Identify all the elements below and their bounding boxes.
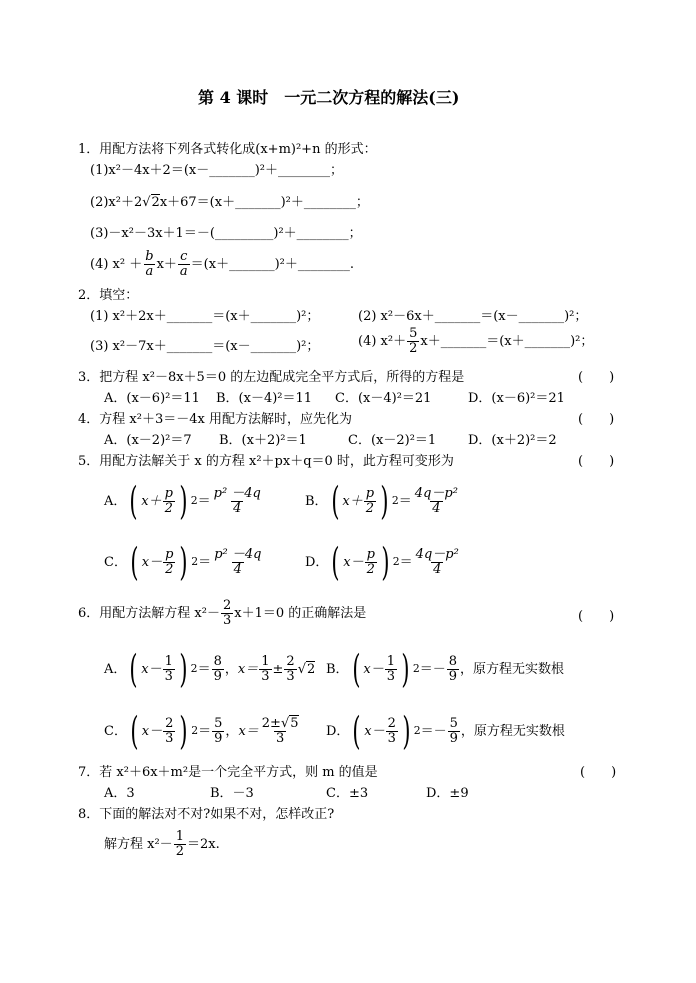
q7-answer-paren: ( ) (580, 765, 617, 780)
q6-stem-a: 6．用配方法解方程 x²－ (78, 605, 220, 621)
q5-d-eq: ＝ (399, 554, 413, 570)
q1-sqrt-rad: 2 (151, 195, 160, 210)
q6-a-label: A． (104, 661, 127, 677)
q1-item-4-a: (4) x² ＋ (90, 256, 143, 272)
q1-stem: 1．用配方法将下列各式转化成(x+m)²+n 的形式： (78, 142, 377, 157)
q6-stem-frac (221, 599, 233, 627)
q5-d-rhs-den: 4 (433, 561, 442, 577)
q3-option-b: B．(x－4)²＝11 (216, 391, 313, 406)
q5-a-label: A． (104, 493, 127, 509)
q5-a-frac (163, 487, 175, 515)
q5-c-rhs-num: p² －4q (214, 546, 262, 562)
q5-b-frac-den: 2 (365, 500, 375, 516)
q6-d-sq: 2 (413, 723, 421, 737)
q1-item-1: (1)x²－4x＋2＝(x－_______)²＋________； (90, 163, 344, 178)
q6-a-comma: ， (224, 661, 238, 677)
q6-a-rhs (212, 655, 224, 683)
q6-d-eq: ＝－ (420, 723, 447, 739)
q2-item-1: (1) x²＋2x＋_______＝(x＋_______)²； (90, 309, 320, 324)
q7-option-c: C．±3 (326, 786, 369, 801)
q6-c-xeq: x＝ (238, 723, 259, 739)
q6-b-sol: ，原方程无实数根 (460, 661, 565, 677)
q2-item-4 (358, 327, 593, 355)
q6-c-sqrt-rad: 5 (290, 715, 299, 731)
q8-frac-den: 2 (175, 843, 184, 859)
q5-b-rhs-num: 4q－p² (414, 485, 458, 501)
q6-a-sqrt-rad: 2 (306, 661, 316, 677)
q6-c-eq: ＝ (198, 723, 212, 739)
q2-item-4-a: (4) x²＋ (358, 333, 407, 349)
q6-c-sol-num-text: 2± (261, 715, 281, 731)
q4-option-c: C．(x－2)²＝1 (348, 433, 437, 448)
q5-b-eq: ＝ (398, 493, 412, 509)
q5-option-c (104, 540, 264, 584)
q6-d-frac (386, 717, 398, 745)
q6-c-frac-num: 2 (165, 715, 174, 731)
q5-a-frac-num: p (164, 485, 173, 501)
q5-answer-paren: ( ) (578, 454, 615, 469)
q5-b-rparen: ) (380, 479, 389, 523)
q6-c-rhs (212, 717, 224, 745)
q4-option-d: D．(x＋2)²＝2 (468, 433, 557, 448)
q6-a-eq: ＝ (197, 661, 211, 677)
q6-d-lparen: ( (352, 709, 361, 753)
q6-c-rhs-num: 5 (214, 715, 223, 731)
q6-c-x: x－ (141, 723, 163, 739)
q6-answer-paren: ( ) (578, 609, 615, 624)
q5-a-eq: ＝ (197, 493, 211, 509)
q5-c-frac-den: 2 (165, 561, 174, 577)
q5-c-sq: 2 (191, 554, 199, 568)
page-title: 第 4 课时 一元二次方程的解法(三) (198, 88, 460, 107)
q4-option-a: A．(x－2)²＝7 (104, 433, 192, 448)
q6-a-sol1-den: 3 (261, 668, 270, 684)
q5-c-frac-num: p (165, 546, 174, 562)
q5-c-eq: ＝ (198, 554, 212, 570)
q6-a-frac-num: 1 (164, 653, 173, 669)
q1-frac2-num: c (180, 249, 188, 264)
q6-a-sol2-den: 3 (286, 668, 295, 684)
q6-d-sol: ，原方程无实数根 (460, 723, 565, 739)
q6-b-label: B． (326, 661, 349, 677)
q5-a-rparen: ) (179, 479, 188, 523)
q2-item-4-b: x＋_______＝(x＋_______)²； (420, 333, 594, 349)
q5-option-a (104, 479, 264, 523)
q1-sqrt: √2 (142, 195, 160, 210)
q8-eq-a: 解方程 x²－ (104, 836, 173, 852)
q6-option-c (104, 709, 302, 753)
q1-item-3: (3)－x²－3x＋1＝－(_________)²＋________； (90, 226, 362, 241)
q8-frac (174, 830, 186, 858)
q6-a-xeq: x＝ (237, 661, 259, 677)
q8-stem: 8．下面的解法对不对?如果不对，怎样改正? (78, 807, 335, 822)
q8-eq-b: ＝2x. (186, 836, 220, 852)
q6-c-rparen: ) (179, 709, 188, 753)
q5-c-rhs-den: 4 (233, 561, 242, 577)
q6-a-x: x－ (141, 661, 162, 677)
q6-c-sol-den: 3 (276, 730, 285, 746)
q6-a-frac-den: 3 (164, 668, 173, 684)
q6-b-eq: ＝－ (419, 661, 446, 677)
q5-b-rhs (413, 487, 460, 515)
q8-equation (104, 830, 220, 858)
q5-a-lparen: ( (129, 479, 138, 523)
q5-d-rhs (414, 548, 461, 576)
q7-option-d: D．±9 (426, 786, 469, 801)
q5-a-sq: 2 (190, 493, 198, 507)
q2-stem: 2．填空： (78, 288, 139, 303)
q5-a-x: x＋ (141, 493, 162, 509)
q6-a-sol-frac2 (284, 655, 296, 683)
q5-b-lparen: ( (330, 479, 340, 523)
q1-frac1-num: b (145, 249, 154, 264)
q5-c-rparen: ) (179, 540, 188, 584)
q5-d-lparen: ( (331, 540, 340, 584)
q6-c-lparen: ( (130, 709, 139, 753)
q6-c-sol-frac (260, 717, 301, 745)
q7-option-b: B．－3 (210, 786, 254, 801)
q6-a-sol1-num: 1 (261, 653, 270, 669)
q3-stem: 3．把方程 x²－8x＋5＝0 的左边配成完全平方式后，所得的方程是 (78, 370, 465, 385)
q6-d-frac-num: 2 (387, 715, 396, 731)
q6-b-frac (385, 655, 397, 683)
q6-b-rhs-den: 9 (448, 668, 458, 684)
q5-c-label: C． (104, 554, 127, 570)
q2-frac-5-2 (407, 327, 419, 355)
q4-answer-paren: ( ) (578, 412, 615, 427)
q6-option-b (326, 647, 565, 691)
q6-a-lparen: ( (129, 647, 138, 691)
q5-d-frac-den: 2 (366, 561, 375, 577)
q5-b-frac-num: p (365, 485, 375, 501)
q3-answer-paren: ( ) (578, 370, 615, 385)
q5-c-rhs (212, 548, 263, 576)
q6-b-frac-num: 1 (386, 653, 396, 669)
q5-c-x: x－ (141, 554, 163, 570)
q6-a-sol-frac1 (259, 655, 271, 683)
q1-item-2 (90, 196, 369, 209)
q6-d-x: x－ (364, 723, 385, 739)
q2-item-2: (2) x²－6x＋_______＝(x－_______)²； (358, 309, 588, 324)
q6-stem-frac-num: 2 (222, 598, 232, 613)
q8-frac-num: 1 (175, 829, 184, 844)
q6-c-label: C． (104, 723, 127, 739)
q5-b-label: B． (305, 493, 328, 509)
q6-b-rhs-num: 8 (448, 653, 458, 669)
q6-b-rparen: ) (401, 647, 410, 691)
q6-stem (78, 599, 366, 627)
q6-d-frac-den: 3 (387, 730, 396, 746)
q6-a-sqrt: √2 (297, 661, 316, 677)
q6-b-x: x－ (363, 661, 384, 677)
q5-b-sq: 2 (391, 493, 399, 507)
q6-c-rhs-den: 9 (214, 730, 223, 746)
q5-option-b (305, 479, 461, 523)
q5-a-frac-den: 2 (164, 500, 173, 516)
q5-d-label: D． (305, 554, 329, 570)
q6-c-frac (163, 717, 175, 745)
q1-item-4 (90, 250, 354, 278)
q6-d-rhs-num: 5 (449, 715, 458, 731)
q6-c-comma: ， (225, 723, 239, 739)
q5-b-frac (364, 487, 376, 515)
q1-frac-c-a (178, 250, 190, 278)
q3-option-c: C．(x－4)²＝21 (335, 391, 432, 406)
q5-a-rhs-den: 4 (233, 500, 242, 516)
q3-option-d: D．(x－6)²＝21 (468, 391, 565, 406)
q2-frac-num: 5 (409, 326, 418, 341)
q5-d-frac (365, 548, 377, 576)
q6-a-frac (163, 655, 175, 683)
q1-item-4-b: ＝(x＋_______)²＋________. (190, 256, 354, 272)
q5-c-lparen: ( (130, 540, 139, 584)
q6-c-sol-num (260, 717, 301, 731)
q1-frac1-den: a (145, 263, 154, 279)
q6-b-frac-den: 3 (386, 668, 396, 684)
q6-stem-b: x＋1＝0 的正确解法是 (234, 605, 367, 621)
q5-b-x: x＋ (342, 493, 363, 509)
q5-a-rhs (212, 487, 263, 515)
q6-d-rhs-den: 9 (449, 730, 458, 746)
q2-item-3: (3) x²－7x＋_______＝(x－_______)²； (90, 339, 320, 354)
q6-d-rhs (448, 717, 460, 745)
q4-stem: 4．方程 x²＋3＝－4x 用配方法解时，应先化为 (78, 412, 352, 427)
q1-item-2-b: x＋67＝(x＋_______)²＋________； (159, 195, 369, 210)
q6-a-rhs-num: 8 (213, 653, 222, 669)
q5-stem: 5．用配方法解关于 x 的方程 x²＋px＋q＝0 时，此方程可变形为 (78, 454, 454, 469)
q5-c-frac (163, 548, 175, 576)
q5-d-rhs-num: 4q－p² (415, 546, 459, 562)
q6-d-rparen: ) (402, 709, 411, 753)
q1-item-2-a: (2)x²＋2 (90, 195, 143, 210)
q6-b-rhs (447, 655, 459, 683)
q7-option-a: A．3 (104, 786, 135, 801)
q6-c-frac-den: 3 (165, 730, 174, 746)
q6-stem-frac-den: 3 (222, 612, 232, 628)
q6-option-a (104, 647, 316, 691)
q6-option-d (326, 709, 565, 753)
q6-d-label: D． (326, 723, 350, 739)
q6-a-sol2-num: 2 (286, 653, 295, 669)
q6-b-sq: 2 (412, 661, 420, 675)
q5-d-rparen: ) (381, 540, 390, 584)
q6-c-sqrt: √5 (280, 715, 299, 731)
q5-d-frac-num: p (366, 546, 375, 562)
q2-frac-den: 2 (409, 340, 418, 356)
q1-frac-b-a (143, 250, 155, 278)
q7-stem: 7．若 x²＋6x＋m²是一个完全平方式，则 m 的值是 (78, 765, 378, 780)
q6-a-pm: ± (272, 661, 284, 677)
q6-c-sq: 2 (191, 723, 199, 737)
q6-a-rhs-den: 9 (213, 668, 222, 684)
q1-item-4-mid: x＋ (156, 256, 177, 272)
q5-b-rhs-den: 4 (432, 500, 441, 516)
q6-a-rparen: ) (179, 647, 188, 691)
q3-option-a: A．(x－6)²＝11 (104, 391, 200, 406)
q6-a-sq: 2 (190, 661, 198, 675)
q5-a-rhs-num: p² －4q (213, 485, 261, 501)
q5-option-d (305, 540, 462, 584)
q5-d-x: x－ (343, 554, 364, 570)
q6-b-lparen: ( (351, 647, 361, 691)
q4-option-b: B．(x＋2)²＝1 (219, 433, 307, 448)
q5-d-sq: 2 (392, 554, 400, 568)
q1-frac2-den: a (179, 263, 188, 279)
